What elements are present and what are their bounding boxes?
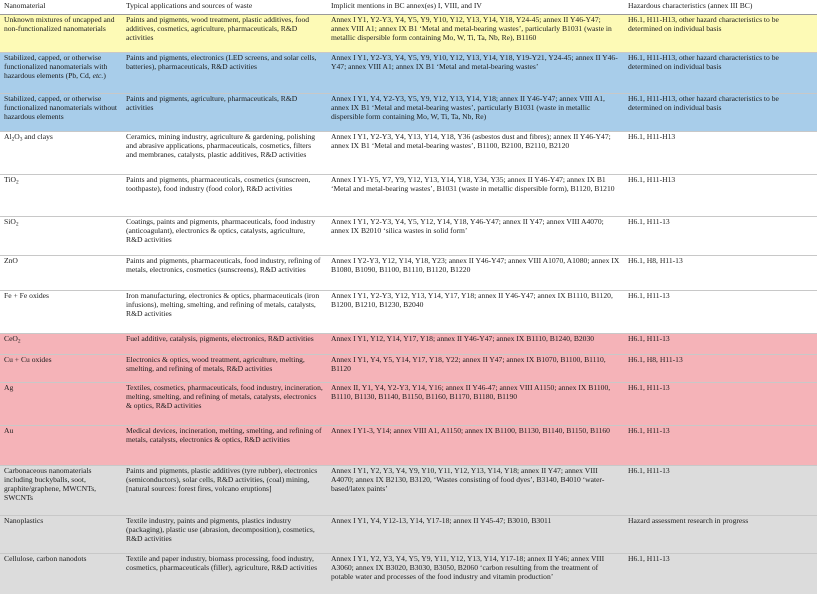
cell-hazards: H6.1, H8, H11-13 (624, 256, 817, 291)
table-row (0, 355, 817, 383)
cell-nanomaterial: ZnO (0, 256, 122, 291)
table-row (0, 426, 817, 466)
cell-nanomaterial: Cu + Cu oxides (0, 355, 122, 383)
cell-nanomaterial (0, 175, 122, 217)
table-row (0, 334, 817, 355)
table-row (0, 291, 817, 334)
cell-bc-mentions: Annex I Y1, Y2-Y3, Y4, Y5, Y9, Y10, Y12, Y13, Y14, Y18, Y24-45; annex II Y46-Y47; annex VIII A1; annex IX B1 ‘Metal and metal-bearing wastes’, particularly B1031 (waste in metallic dispersible form containing Mo, W, Ti, Ta, Nb, Re), B1160 (327, 15, 624, 53)
cell-nanomaterial: Carbonaceous nanomaterials including buckyballs, soot, graphite/graphene, MWCNTs, SWCNTs (0, 466, 122, 516)
cell-applications: Medical devices, incineration, melting, smelting, and refining of metals, catalysts, electronics & optics, R&D activities (122, 426, 327, 466)
cell-bc-mentions: Annex I Y1, Y12, Y14, Y17, Y18; annex II Y46-Y47; annex IX B1110, B1240, B2030 (327, 334, 624, 355)
cell-hazards: H6.1, H11-H13 (624, 175, 817, 217)
cell-bc-mentions: Annex I Y1, Y4, Y2-Y3, Y5, Y9, Y12, Y13, Y14, Y18; annex II Y46-Y47; annex VIII A1, annex IX B1 ‘Metal and metal-bearing wastes’, particularly B1031 (waste in metallic dispersible form containing Mo, W, Ti, Ta, Nb, Re) (327, 94, 624, 132)
nanomaterial-text: TiO (4, 175, 16, 184)
cell-hazards: H6.1, H11-13 (624, 291, 817, 334)
cell-nanomaterial: Au (0, 426, 122, 466)
table-row (0, 15, 817, 53)
cell-hazards: H6.1, H11-H13, other hazard characteristics to be determined on individual basis (624, 15, 817, 53)
cell-hazards: H6.1, H11-13 (624, 383, 817, 426)
header-hazard-characteristics: Hazardous characteristics (annex III BC) (624, 0, 817, 15)
cell-bc-mentions: Annex I Y1, Y4, Y5, Y14, Y17, Y18, Y22; annex II Y47; annex IX B1070, B1100, B1110, B1120 (327, 355, 624, 383)
cell-bc-mentions: Annex I Y1, Y2-Y3, Y4, Y13, Y14, Y18, Y36 (asbestos dust and fibres); annex II Y46-Y47; annex IX B1 ‘Metal and metal-bearing wastes’, B1100, B2100, B2110, B2120 (327, 132, 624, 175)
table-row (0, 466, 817, 516)
cell-hazards: H6.1, H11-13 (624, 426, 817, 466)
cell-bc-mentions: Annex I Y1, Y2-Y3, Y12, Y13, Y14, Y17, Y18; annex II Y46-Y47; annex IX B1110, B1120, B1200, B1210, B1230, B2040 (327, 291, 624, 334)
nanomaterial-text: Stabilized, capped, or otherwise functionalized nanomaterials with hazardous elements (Pb, Cd, (4, 53, 108, 80)
table-row (0, 516, 817, 554)
nanomaterial-text: ) (103, 70, 106, 80)
cell-applications: Paints and pigments, plastic additives (tyre rubber), electronics (semiconductors), solar cells, R&D activities, (coal) mining, [natural sources: forest fires, volcano eruptions] (122, 466, 327, 516)
cell-bc-mentions: Annex I Y1, Y2, Y3, Y4, Y5, Y9, Y11, Y12, Y13, Y14, Y17-18; annex II Y46; annex VIII A3060; annex IX B3020, B3030, B3050, B2060 ‘carbon resulting from the treatment of potable water and processes of the food industry and vitamin production’ (327, 554, 624, 594)
cell-nanomaterial: Unknown mixtures of uncapped and non-functionalized nanomaterials (0, 15, 122, 53)
nanomaterial-text-italic: etc. (92, 70, 104, 80)
cell-hazards: H6.1, H11-H13 (624, 132, 817, 175)
table-row (0, 383, 817, 426)
cell-applications: Textile and paper industry, biomass processing, food industry, cosmetics, pharmaceuticals (filler), agriculture, R&D activities (122, 554, 327, 594)
cell-applications: Fuel additive, catalysis, pigments, electronics, R&D activities (122, 334, 327, 355)
cell-bc-mentions: Annex II, Y1, Y4, Y2-Y3, Y14, Y16; annex II Y46-47; annex VIII A1150; annex IX B1100, B1110, B1130, B1140, B1150, B1160, B1170, B1180, B1190 (327, 383, 624, 426)
cell-nanomaterial: Fe + Fe oxides (0, 291, 122, 334)
cell-bc-mentions: Annex I Y2-Y3, Y12, Y14, Y18, Y23; annex II Y46-Y47; annex VIII A1070, A1080; annex IX B1080, B1090, B1100, B1110, B1120, B1220 (327, 256, 624, 291)
table-row (0, 175, 817, 217)
table-row (0, 132, 817, 175)
subscript: 3 (19, 136, 23, 143)
subscript: 2 (17, 338, 21, 345)
cell-applications: Electronics & optics, wood treatment, agriculture, melting, smelting, and refining of metals, R&D activities (122, 355, 327, 383)
subscript: 2 (11, 136, 15, 143)
cell-hazards: H6.1, H8, H11-13 (624, 355, 817, 383)
cell-nanomaterial (0, 132, 122, 175)
cell-applications: Paints and pigments, pharmaceuticals, food industry, refining of metals, electronics, cosmetics (sunscreens), R&D activities (122, 256, 327, 291)
header-applications: Typical applications and sources of waste (122, 0, 327, 15)
cell-applications: Textile industry, paints and pigments, plastics industry (packaging), plastic use (abrasion, decomposition), cosmetics, R&D activities (122, 516, 327, 554)
cell-nanomaterial (0, 53, 122, 94)
cell-nanomaterial (0, 334, 122, 355)
table-row (0, 256, 817, 291)
subscript: 2 (15, 221, 19, 228)
cell-nanomaterial (0, 217, 122, 256)
cell-applications: Paints and pigments, pharmaceuticals, cosmetics (sunscreen, toothpaste), food industry (food color), R&D activities (122, 175, 327, 217)
cell-nanomaterial: Ag (0, 383, 122, 426)
cell-applications: Paints and pigments, wood treatment, plastic additives, food additives, cosmetics, agriculture, pharmaceuticals, R&D activities (122, 15, 327, 53)
nanomaterial-text: CeO (4, 334, 18, 343)
header-row (0, 0, 817, 15)
cell-hazards: H6.1, H11-13 (624, 466, 817, 516)
table-row (0, 94, 817, 132)
cell-nanomaterial: Cellulose, carbon nanodots (0, 554, 122, 594)
cell-applications: Paints and pigments, agriculture, pharmaceuticals, R&D activities (122, 94, 327, 132)
nanomaterial-text: Al (4, 132, 12, 141)
cell-hazards: H6.1, H11-13 (624, 334, 817, 355)
nanomaterial-text: O (14, 132, 20, 141)
cell-hazards: H6.1, H11-13 (624, 554, 817, 594)
cell-bc-mentions: Annex I Y1, Y2-Y3, Y4, Y5, Y12, Y14, Y18, Y46-Y47; annex II Y47; annex VIII A4070; annex IX B2010 ‘silica wastes in solid form’ (327, 217, 624, 256)
cell-bc-mentions: Annex I Y1, Y2-Y3, Y4, Y5, Y9, Y10, Y12, Y13, Y14, Y18, Y19-Y21, Y24-45; annex II Y46-Y47; annex VIII A1; annex IX B1 ‘Metal and metal-bearing wastes’ (327, 53, 624, 94)
table-row (0, 53, 817, 94)
cell-applications: Iron manufacturing, electronics & optics, pharmaceuticals (iron infusions), melting, smelting, and refining of metals, catalysts, R&D activities (122, 291, 327, 334)
cell-applications: Paints and pigments, electronics (LED screens, and solar cells, batteries), pharmaceuticals, R&D activities (122, 53, 327, 94)
cell-bc-mentions: Annex I Y1-Y5, Y7, Y9, Y12, Y13, Y14, Y18, Y34, Y35; annex II Y46-Y47; annex IX B1 ‘Metal and metal-bearing wastes’, B1031 (waste in metallic dispersible form), B1120, B1210 (327, 175, 624, 217)
cell-applications: Ceramics, mining industry, agriculture & gardening, polishing and abrasive applications, pharmaceuticals, cosmetics, filters and membranes, catalysts, plastic additives, R&D activities (122, 132, 327, 175)
cell-bc-mentions: Annex I Y1, Y4, Y12-13, Y14, Y17-18; annex II Y45-47; B3010, B3011 (327, 516, 624, 554)
header-bc-mentions: Implicit mentions in BC annex(es) I, VIII, and IV (327, 0, 624, 15)
cell-applications: Coatings, paints and pigments, pharmaceuticals, food industry (anticoagulant), electronics & optics, catalysts, agriculture, R&D activities (122, 217, 327, 256)
cell-hazards: H6.1, H11-H13, other hazard characteristics to be determined on individual basis (624, 53, 817, 94)
cell-nanomaterial: Stabilized, capped, or otherwise functionalized nanomaterials without hazardous elements (0, 94, 122, 132)
cell-bc-mentions: Annex I Y1-3, Y14; annex VIII A1, A1150; annex IX B1100, B1130, B1140, B1150, B1160 (327, 426, 624, 466)
cell-nanomaterial: Nanoplastics (0, 516, 122, 554)
nanomaterial-text: and clays (22, 132, 53, 141)
cell-hazards: Hazard assessment research in progress (624, 516, 817, 554)
cell-bc-mentions: Annex I Y1, Y2, Y3, Y4, Y9, Y10, Y11, Y12, Y13, Y14, Y18; annex II Y47; annex VIII A4070; annex IX B2130, B3120, ‘Wastes consisting of food dyes’, B3140, B4010 ‘water-based/latex paints’ (327, 466, 624, 516)
subscript: 2 (15, 179, 19, 186)
cell-hazards: H6.1, H11-H13, other hazard characteristics to be determined on individual basis (624, 94, 817, 132)
cell-applications: Textiles, cosmetics, pharmaceuticals, food industry, incineration, melting, smelting, and refining of metals, catalysts, electronics & optics, R&D activities (122, 383, 327, 426)
header-nanomaterial: Nanomaterial (0, 0, 122, 15)
nanomaterial-text: SiO (4, 217, 16, 226)
table-row (0, 217, 817, 256)
cell-hazards: H6.1, H11-13 (624, 217, 817, 256)
